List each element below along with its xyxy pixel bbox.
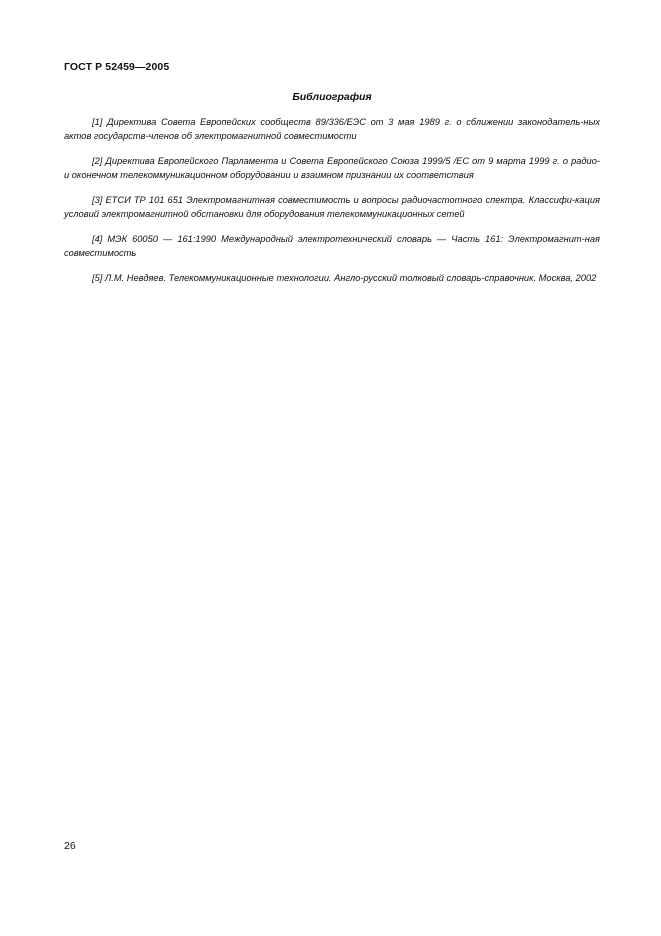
document-code-header: ГОСТ Р 52459—2005 xyxy=(64,61,170,73)
page-number: 26 xyxy=(64,840,76,852)
bibliography-entry-3: [3] ЕТСИ ТР 101 651 Электромагнитная совместимость и вопросы радиочастотного спектра. Классифи-кация условий электромагнитной обстановки для оборудования телекоммуникационных сетей xyxy=(64,195,600,219)
bibliography-list xyxy=(64,116,600,298)
bibliography-entry-4: [4] МЭК 60050 — 161:1990 Международный электротехнический словарь — Часть 161: Электромагнит-ная совместимость xyxy=(64,234,600,258)
bibliography-title: Библиография xyxy=(292,91,372,103)
bibliography-entry-5: [5] Л.М. Невдяев. Телекоммуникационные технологии. Англо-русский толковый словарь-справочник. Москва, 2002 xyxy=(92,273,597,283)
bibliography-entry-2: [2] Директива Европейского Парламента и Совета Европейского Союза 1999/5 /ЕС от 9 марта 1999 г. о радио- и оконечном телекоммуникационном оборудовании и взаимном признании их соответствия xyxy=(64,156,600,180)
bibliography-entry-1: [1] Директива Совета Европейских сообществ 89/336/ЕЭС от 3 мая 1989 г. о сближении законодатель-ных актов государств-членов об электромагнитной совместимости xyxy=(64,117,600,141)
